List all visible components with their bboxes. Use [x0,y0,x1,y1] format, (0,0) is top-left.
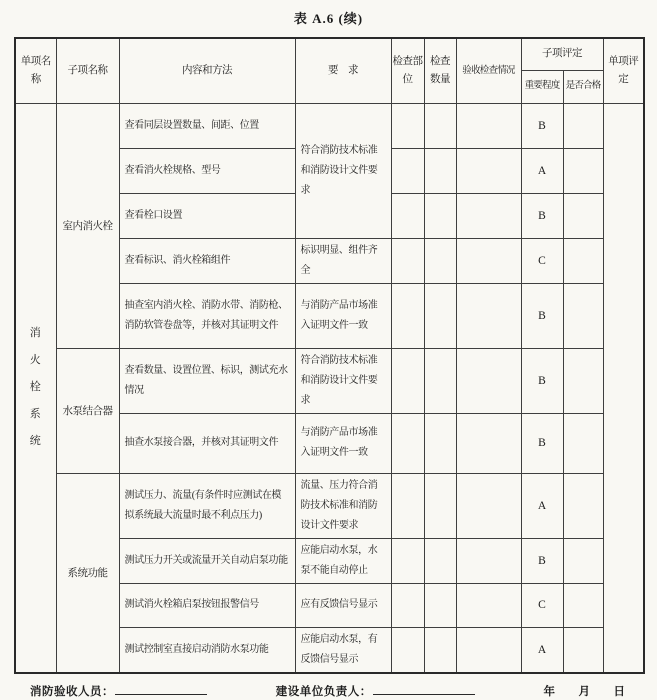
qualified-cell [563,348,603,413]
check-quantity-cell [424,413,456,473]
requirement-cell: 应能启动水泵，水泵不能自动停止 [295,538,391,583]
fire-acceptance-personnel [30,683,207,699]
acceptance-table [14,37,645,674]
inspection-status-cell [456,148,521,193]
requirement-cell: 应有反馈信号显示 [295,583,391,627]
importance-grade-cell: B [521,413,563,473]
importance-grade-cell: C [521,238,563,283]
qualified-cell [563,238,603,283]
check-quantity-cell [424,238,456,283]
content-cell: 查看栓口设置 [119,193,295,238]
content-cell: 测试压力开关或流量开关自动启泵功能 [119,538,295,583]
check-location-cell [391,348,424,413]
signature-footer [30,683,633,699]
col-quantity-header: 检查数量 [424,38,456,103]
col-importance-header: 重要程度 [521,70,563,103]
requirement-cell: 标识明显、组件齐全 [295,238,391,283]
system-name-cell: 消火栓系统 [15,103,56,673]
content-cell: 抽查室内消火栓、消防水带、消防枪、消防软管卷盘等，并核对其证明文件 [119,283,295,348]
inspection-status-cell [456,103,521,148]
check-location-cell [391,583,424,627]
inspection-status-cell [456,538,521,583]
content-cell: 测试压力、流量(有条件时应测试在模拟系统最大流量时最不利点压力) [119,473,295,538]
inspection-status-cell [456,627,521,673]
check-quantity-cell [424,103,456,148]
inspection-status-cell [456,348,521,413]
col-situation-header: 验收检查情况 [456,38,521,103]
col-qualified-header: 是否合格 [563,70,603,103]
check-quantity-cell [424,583,456,627]
check-location-cell [391,538,424,583]
builder-representative-label: 建设单位负责人： [275,685,372,698]
requirement-cell: 与消防产品市场准入证明文件一致 [295,283,391,348]
importance-grade-cell: B [521,348,563,413]
check-location-cell [391,238,424,283]
qualified-cell [563,583,603,627]
col-subitem-header: 子项名称 [56,38,119,103]
inspection-status-cell [456,238,521,283]
builder-representative [276,683,475,699]
importance-grade-cell: B [521,538,563,583]
check-quantity-cell [424,148,456,193]
qualified-cell [563,193,603,238]
qualified-cell [563,413,603,473]
content-cell: 查看同层设置数量、间距、位置 [119,103,295,148]
qualified-cell [563,473,603,538]
check-quantity-cell [424,283,456,348]
check-location-cell [391,473,424,538]
importance-grade-cell: A [521,473,563,538]
check-quantity-cell [424,627,456,673]
qualified-cell [563,627,603,673]
table-row [15,103,644,148]
qualified-cell [563,103,603,148]
date-placeholder: 年 月 日 [543,685,631,698]
check-location-cell [391,627,424,673]
importance-grade-cell: A [521,627,563,673]
item-eval-cell [603,103,644,673]
check-location-cell [391,193,424,238]
content-cell: 抽查水泵接合器，并核对其证明文件 [119,413,295,473]
qualified-cell [563,538,603,583]
content-cell: 查看消火栓规格、型号 [119,148,295,193]
subitem-indoor-hydrant: 室内消火栓 [56,103,119,348]
inspection-status-cell [456,583,521,627]
content-cell: 测试控制室直接启动消防水泵功能 [119,627,295,673]
check-quantity-cell [424,473,456,538]
subitem-pump-adapter: 水泵结合器 [56,348,119,473]
content-cell: 查看标识、消火栓箱组件 [119,238,295,283]
importance-grade-cell: B [521,283,563,348]
check-location-cell [391,283,424,348]
signature-line [115,683,207,695]
col-content-header: 内容和方法 [119,38,295,103]
check-quantity-cell [424,348,456,413]
signature-line [373,683,475,695]
check-location-cell [391,413,424,473]
fire-acceptance-personnel-label: 消防验收人员： [30,685,114,698]
page-title: 表 A.6 (续) [293,11,364,26]
requirement-cell: 应能启动水泵，有反馈信号显示 [295,627,391,673]
check-location-cell [391,148,424,193]
inspection-status-cell [456,193,521,238]
requirement-cell: 与消防产品市场准入证明文件一致 [295,413,391,473]
qualified-cell [563,148,603,193]
requirement-cell: 流量、压力符合消防技术标准和消防设计文件要求 [295,473,391,538]
subitem-system-function: 系统功能 [56,473,119,673]
check-quantity-cell [424,193,456,238]
check-location-cell [391,103,424,148]
col-requirement-header: 要 求 [295,38,391,103]
importance-grade-cell: B [521,103,563,148]
content-cell: 查看数量、设置位置、标识，测试充水情况 [119,348,295,413]
importance-grade-cell: C [521,583,563,627]
check-quantity-cell [424,538,456,583]
qualified-cell [563,283,603,348]
inspection-status-cell [456,473,521,538]
table-row [15,473,644,538]
requirement-cell: 符合消防技术标准和消防设计文件要求 [295,103,391,238]
col-subeval-header: 子项评定 [521,38,603,70]
col-item-name-header: 单项名称 [15,38,56,103]
importance-grade-cell: B [521,193,563,238]
content-cell: 测试消火栓箱启泵按钮报警信号 [119,583,295,627]
col-itemeval-header: 单项评定 [603,38,644,103]
importance-grade-cell: A [521,148,563,193]
inspection-status-cell [456,283,521,348]
inspection-status-cell [456,413,521,473]
col-location-header: 检查部位 [391,38,424,103]
table-row [15,348,644,413]
requirement-cell: 符合消防技术标准和消防设计文件要求 [295,348,391,413]
